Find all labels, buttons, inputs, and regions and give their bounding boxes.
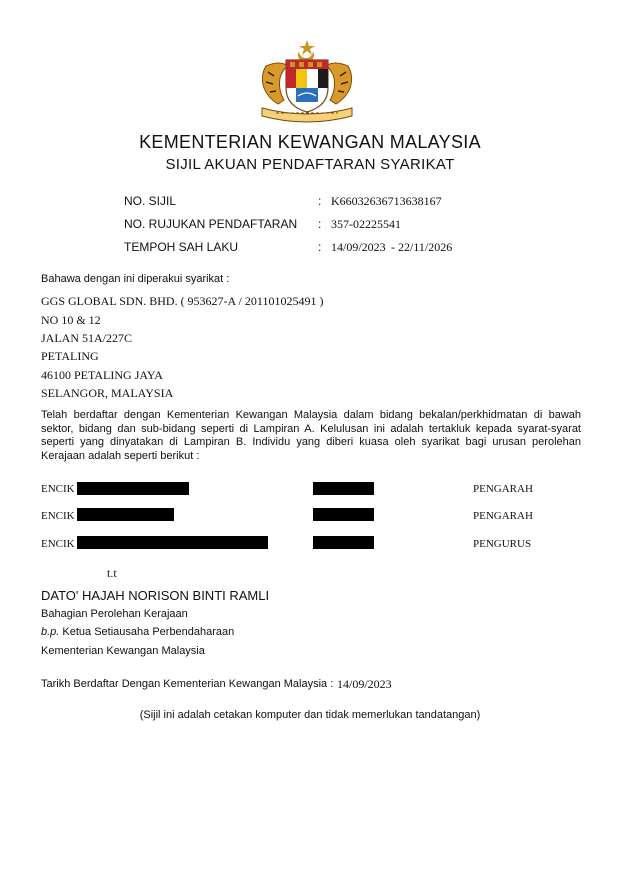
person-title: ENCIK [41,483,75,495]
rujukan-value: 357-02225541 [331,217,401,231]
redacted-name [77,536,268,549]
certificate-title: SIJIL AKUAN PENDAFTARAN SYARIKAT [165,156,455,173]
redacted-id [313,508,374,521]
tempoh-colon: : [318,240,322,254]
ministry-title: KEMENTERIAN KEWANGAN MALAYSIA [139,132,481,152]
redacted-name [77,508,174,521]
address-line: NO 10 & 12 [41,313,101,327]
coat-of-arms-logo [252,38,362,124]
rujukan-label: NO. RUJUKAN PENDAFTARAN [124,217,298,231]
no-sijil-colon: : [318,194,322,208]
no-sijil-label: NO. SIJIL [124,194,177,208]
person-role: PENGURUS [473,538,532,550]
person-role: PENGARAH [473,483,533,495]
address-line: 46100 PETALING JAYA [41,368,163,382]
signatory-department: Bahagian Perolehan Kerajaan [41,608,188,620]
tempoh-to: - 22/11/2026 [391,240,453,254]
registered-date-label: Tarikh Berdaftar Dengan Kementerian Kewangan Malaysia : [41,678,334,690]
tempoh-label: TEMPOH SAH LAKU [124,240,239,254]
bp-abbrev: b.p. [41,626,60,638]
redacted-id [313,482,374,495]
signatory-position: Ketua Setiausaha Perbendaharaan [62,626,235,638]
tt-mark: t.t [107,566,117,580]
person-title: ENCIK [41,510,75,522]
signatory-name: DATO' HAJAH NORISON BINTI RAMLI [41,588,270,603]
address-line: PETALING [41,349,99,363]
ministry-name: Kementerian Kewangan Malaysia [41,645,205,657]
registered-date-value: 14/09/2023 [337,677,392,691]
redacted-id [313,536,374,549]
intro-text: Bahawa dengan ini diperakui syarikat : [41,273,230,285]
person-role: PENGARAH [473,510,533,522]
no-sijil-value: K66032636713638167 [331,194,442,208]
person-title: ENCIK [41,538,75,550]
address-line: JALAN 51A/227C [41,331,133,345]
registration-statement: Telah berdaftar dengan Kementerian Kewangan Malaysia dalam bidang bekalan/perkhidmatan di bawah sektor, bidang dan sub-bidang seperti di Lampiran A. Kelulusan ini adalah tertakluk kepada syarat-syarat seperti yang dinyatakan di Lampiran B. Individu yang diberi kuasa oleh syarikat bagi urusan perolehan Kerajaan adalah seperti berikut : [41,409,581,462]
tempoh-from: 14/09/2023 [331,240,386,254]
computer-generated-note: (Sijil ini adalah cetakan komputer dan tidak memerlukan tandatangan) [139,709,481,721]
company-name: GGS GLOBAL SDN. BHD. ( 953627-A / 201101025491 ) [41,294,324,308]
rujukan-colon: : [318,217,322,231]
redacted-name [77,482,189,495]
address-line: SELANGOR, MALAYSIA [41,386,174,400]
